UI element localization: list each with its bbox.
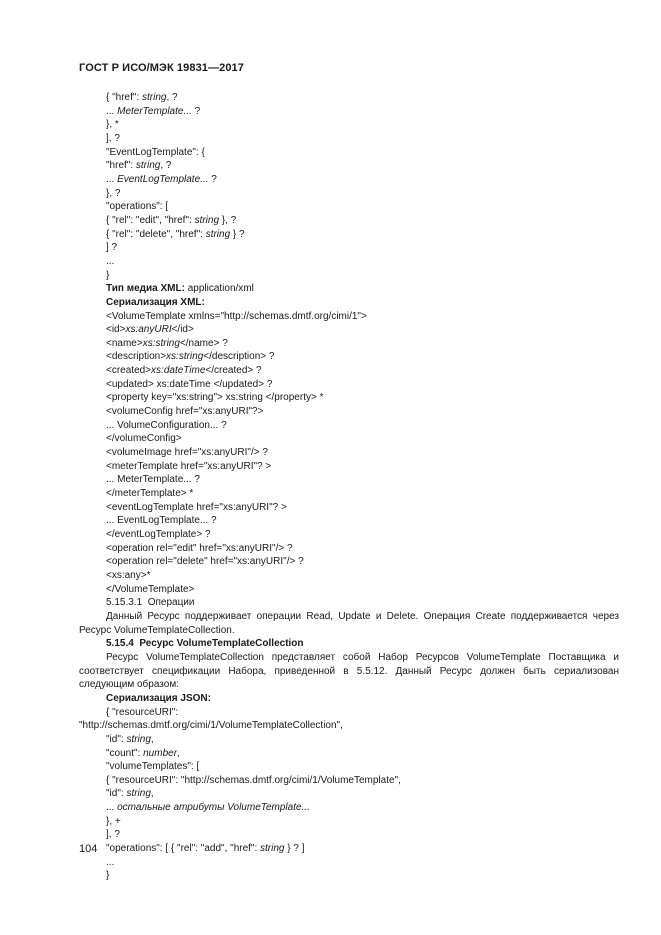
code-line: ... остальные атрибуты VolumeTemplate...: [106, 802, 310, 814]
section-heading: 5.15.4 Ресурс VolumeTemplateCollection: [106, 638, 304, 650]
xml-line: <id>xs:anyURI</id>: [106, 324, 194, 336]
xml-line: <meterTemplate href="xs:anyURI"? >: [106, 460, 272, 472]
code-line: "http://schemas.dmtf.org/cimi/1/VolumeTemplateCollection",: [79, 720, 343, 732]
xml-line: <operation rel="edit" href="xs:anyURI"/> ?: [106, 542, 293, 554]
page-number: 104: [79, 843, 98, 855]
code-line: { "href": string, ?: [106, 92, 178, 103]
xml-line: </VolumeTemplate>: [106, 583, 195, 595]
xml-media-type: Тип медиа XML: application/xml: [106, 283, 254, 295]
code-line: ... MeterTemplate... ?: [106, 105, 201, 117]
code-line: { "rel": "edit", "href": string }, ?: [106, 214, 237, 226]
page-header: ГОСТ Р ИСО/МЭК 19831—2017: [79, 62, 244, 74]
xml-line: <description>xs:string</description> ?: [106, 351, 275, 363]
code-line: }: [106, 269, 110, 281]
code-line: }, *: [106, 119, 119, 131]
code-line: "id": string,: [106, 733, 154, 745]
xml-line: <operation rel="delete" href="xs:anyURI"/> ?: [106, 556, 304, 568]
xml-line: <property key="xs:string"> xs:string </property> *: [106, 392, 324, 404]
code-line: ] ?: [106, 242, 118, 254]
xml-line: ... EventLogTemplate... ?: [106, 515, 217, 527]
xml-line: </volumeConfig>: [106, 433, 182, 445]
code-line: ...: [106, 255, 115, 267]
xml-serialization-label: Сериализация XML:: [106, 296, 205, 308]
code-line: ...: [106, 856, 115, 868]
xml-line: <xs:any>*: [106, 569, 151, 581]
code-line: "id": string,: [106, 788, 154, 800]
code-line: { "resourceURI": "http://schemas.dmtf.org/cimi/1/VolumeTemplate",: [106, 774, 401, 786]
document-body: [79, 91, 619, 883]
code-line: "operations": [ { "rel": "add", "href": string } ? ]: [106, 843, 305, 855]
code-line: }, ?: [106, 187, 121, 199]
xml-line: <eventLogTemplate href="xs:anyURI"? >: [106, 501, 287, 513]
code-line: "EventLogTemplate": {: [106, 146, 205, 158]
code-line: "operations": [: [106, 201, 169, 213]
xml-line: </eventLogTemplate> ?: [106, 529, 211, 540]
xml-line: <volumeImage href="xs:anyURI"/> ?: [106, 447, 268, 459]
code-line: }: [106, 870, 110, 882]
xml-line: <volumeConfig href="xs:anyURI"?>: [106, 406, 264, 418]
code-line: "href": string, ?: [106, 160, 172, 172]
xml-line: <created>xs:dateTime</created> ?: [106, 365, 262, 377]
code-line: ... EventLogTemplate... ?: [106, 173, 217, 185]
code-line: ], ?: [106, 132, 120, 144]
code-line: "count": number,: [106, 747, 180, 759]
xml-line: <VolumeTemplate xmlns="http://schemas.dmtf.org/cimi/1">: [106, 310, 367, 322]
json-serialization-label: Сериализация JSON:: [106, 692, 211, 704]
code-line: }, +: [106, 815, 121, 827]
code-line: { "resourceURI":: [106, 706, 179, 718]
paragraph: Данный Ресурс поддерживает операции Read, Update и Delete. Операция Create поддерживается через Ресурс VolumeTemplateCollection.: [79, 610, 619, 636]
xml-line: <updated> xs:dateTime </updated> ?: [106, 378, 273, 390]
paragraph: Ресурс VolumeTemplateCollection представляет собой Набор Ресурсов VolumeTemplate Поставщика и соответствует спецификации Набора, приведенной в 5.5.12. Данный Ресурс должен быть сериализован следующим образом:: [79, 651, 619, 691]
xml-line: <name>xs:string</name> ?: [106, 337, 228, 349]
code-line: { "rel": "delete", "href": string } ?: [106, 228, 245, 240]
xml-line: ... MeterTemplate... ?: [106, 474, 200, 486]
subsection-heading: 5.15.3.1 Операции: [106, 597, 195, 609]
xml-line: </meterTemplate> *: [106, 488, 194, 500]
code-line: "volumeTemplates": [: [106, 761, 200, 773]
code-line: ], ?: [106, 829, 120, 841]
xml-line: ... VolumeConfiguration... ?: [106, 419, 227, 431]
